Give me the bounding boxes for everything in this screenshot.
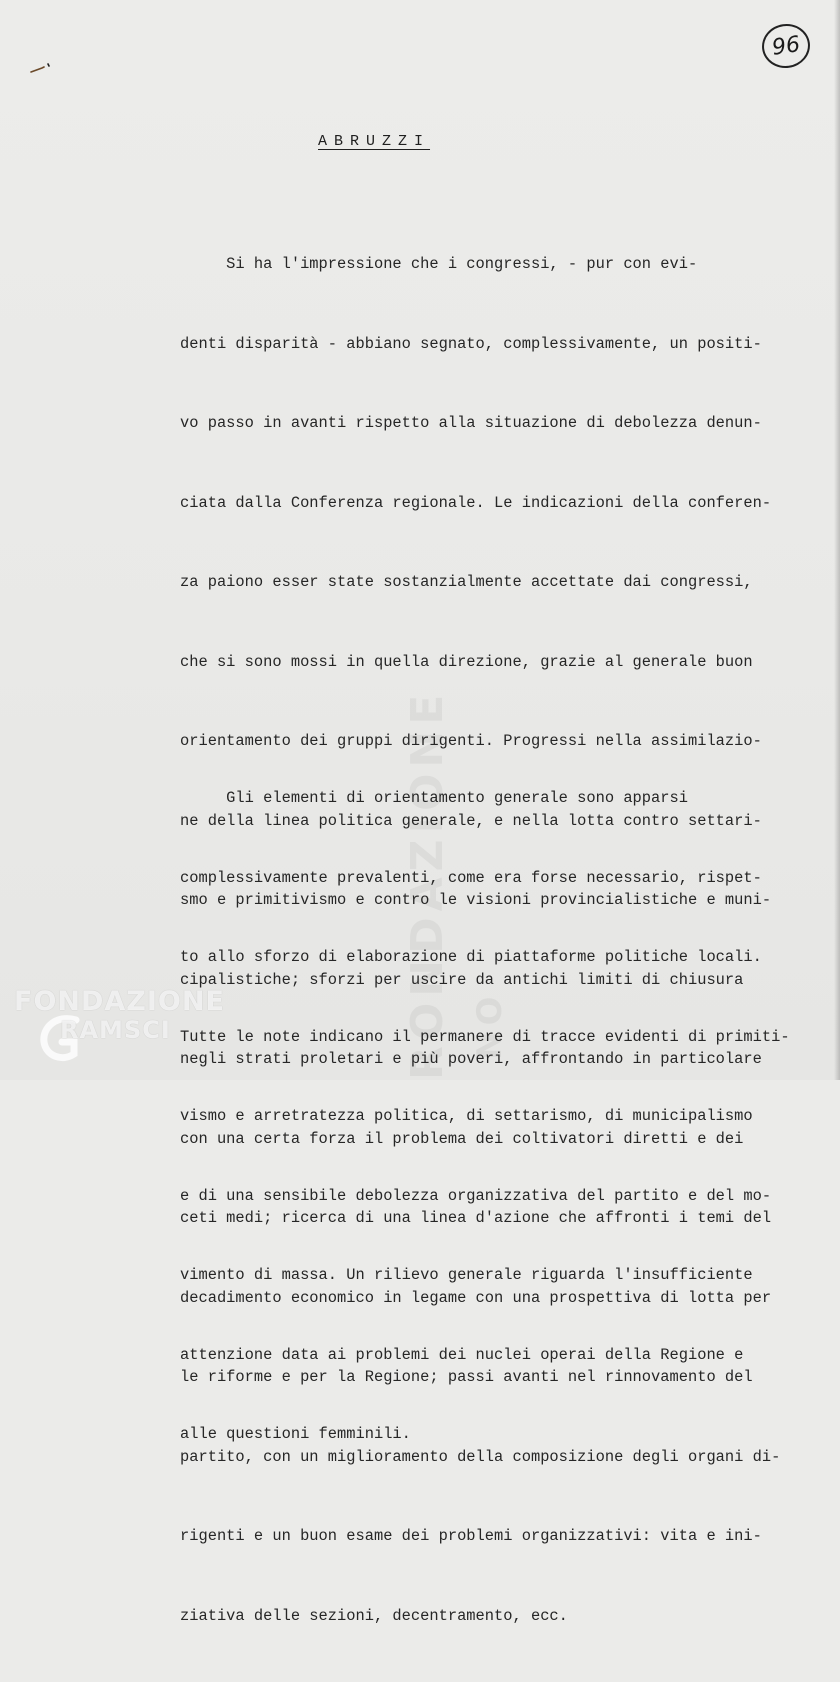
- page-edge-shadow: [834, 0, 840, 1080]
- text-line: ceti medi; ricerca di una linea d'azione che affronti i temi del: [180, 1209, 772, 1227]
- text-line: vimento di massa. Un rilievo generale riguarda l'insufficiente: [180, 1266, 753, 1284]
- text-line: Si ha l'impressione che i congressi, - pur con evi-: [180, 255, 698, 273]
- text-line: cipalistiche; sforzi per uscire da antichi limiti di chiusura: [180, 970, 744, 989]
- text-line: negli strati proletari e più poveri, affrontando in particolare: [180, 1050, 762, 1068]
- page-number-text: 96: [770, 31, 802, 61]
- text-line: to allo sforzo di elaborazione di piattaforme politiche locali.: [180, 948, 762, 966]
- text-line: smo e primitivismo e contro le visioni provincialistiche e muni-: [180, 891, 772, 909]
- text-line: Gli elementi di orientamento generale sono apparsi: [180, 789, 688, 807]
- logo-line-bottom: RAMSCI: [60, 1016, 171, 1044]
- document-title: ABRUZZI: [318, 133, 431, 150]
- text-line: che si sono mossi in quella direzione, grazie al generale buon: [180, 652, 753, 671]
- text-line: ne della linea politica generale, e nella lotta contro settari-: [180, 811, 762, 830]
- text-line: le riforme e per la Regione; passi avanti nel rinnovamento del: [180, 1368, 753, 1386]
- text-line: vo passo in avanti rispetto alla situazione di debolezza denun-: [180, 414, 762, 432]
- text-line: Tutte le note indicano il permanere di tracce evidenti di primiti-: [180, 1027, 790, 1046]
- logo-line-top: FONDAZIONE: [14, 986, 225, 1017]
- text-line: orientamento dei gruppi dirigenti. Progressi nella assimilazio-: [180, 732, 762, 750]
- text-line: con una certa forza il problema dei coltivatori diretti e dei: [180, 1129, 744, 1148]
- text-line: attenzione data ai problemi dei nuclei operai della Regione e: [180, 1345, 744, 1364]
- background-watermark-text: RONDAZIONE: [402, 688, 453, 1080]
- handwritten-page-number: [759, 21, 813, 71]
- background-watermark-text-secondary: NO: [470, 990, 510, 1060]
- text-line: e di una sensibile debolezza organizzativa del partito e del mo-: [180, 1186, 772, 1205]
- pen-mark-icon: [30, 62, 52, 74]
- text-line: za paiono esser state sostanzialmente accettate dai congressi,: [180, 573, 753, 591]
- text-line: ciata dalla Conferenza regionale. Le indicazioni della conferen-: [180, 493, 772, 512]
- text-line: denti disparità - abbiano segnato, complessivamente, un positi-: [180, 334, 762, 353]
- fondazione-gramsci-watermark-logo: [14, 984, 225, 1068]
- text-line: ziativa delle sezioni, decentramento, ecc.: [180, 1606, 568, 1625]
- text-line: rigenti e un buon esame dei problemi organizzativi: vita e ini-: [180, 1527, 762, 1545]
- paragraph-2: [180, 732, 820, 1501]
- text-line: partito, con un miglioramento della composizione degli organi di-: [180, 1447, 781, 1466]
- text-line: vismo e arretratezza politica, di settarismo, di municipalismo: [180, 1107, 753, 1125]
- text-line: complessivamente prevalenti, come era forse necessario, rispet-: [180, 868, 762, 887]
- text-line: alle questioni femminili.: [180, 1425, 411, 1443]
- text-line: decadimento economico in legame con una prospettiva di lotta per: [180, 1288, 772, 1307]
